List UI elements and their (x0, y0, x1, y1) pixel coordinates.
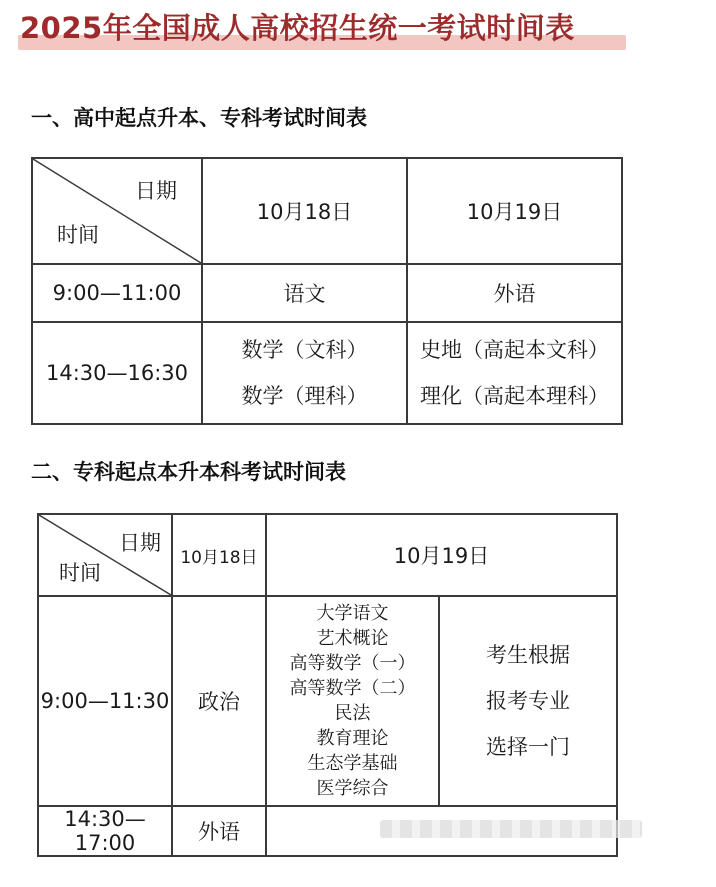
list-item: 生态学基础 (307, 753, 398, 774)
list-item: 民法 (334, 703, 371, 724)
column-header-oct19: 10月19日 (266, 514, 617, 596)
note-line: 选择一门 (486, 735, 570, 759)
list-item: 高等数学（二） (289, 678, 416, 699)
subject-line: 史地（高起本文科） (420, 338, 609, 362)
header-time-label: 时间 (59, 561, 101, 585)
schedule-table-1 (31, 157, 623, 425)
time-cell: 9:00—11:30 (38, 596, 172, 806)
time-cell: 14:30—17:00 (38, 806, 172, 856)
note-line: 考生根据 (486, 643, 570, 667)
time-cell: 9:00—11:00 (32, 264, 202, 322)
header-time-label: 时间 (57, 223, 99, 247)
column-header-oct18: 10月18日 (172, 514, 266, 596)
subject-line: 数学（文科） (241, 338, 368, 362)
header-corner-cell (32, 158, 202, 264)
blurred-watermark (380, 820, 642, 838)
subject-cell: 政治 (172, 596, 266, 806)
list-item: 教育理论 (316, 728, 389, 749)
page-title: 2025年全国成人高校招生统一考试时间表 (20, 11, 575, 45)
note-line: 报考专业 (486, 689, 570, 713)
subject-cell (202, 322, 407, 424)
list-item: 艺术概论 (316, 628, 389, 649)
subject-cell: 外语 (172, 806, 266, 856)
list-item: 医学综合 (316, 778, 389, 799)
time-cell: 14:30—16:30 (32, 322, 202, 424)
list-item: 高等数学（一） (289, 653, 416, 674)
section1-heading: 一、高中起点升本、专科考试时间表 (31, 106, 367, 130)
header-corner-cell (38, 514, 172, 596)
section2-heading: 二、专科起点本升本科考试时间表 (31, 460, 346, 484)
header-date-label: 日期 (119, 531, 161, 555)
schedule-table-2 (37, 513, 618, 857)
note-cell (439, 596, 617, 806)
column-header-oct19: 10月19日 (407, 158, 622, 264)
subject-cell: 语文 (202, 264, 407, 322)
header-date-label: 日期 (135, 179, 177, 203)
column-header-oct18: 10月18日 (202, 158, 407, 264)
subject-line: 数学（理科） (241, 384, 368, 408)
list-item: 大学语文 (316, 603, 389, 624)
title-block (18, 6, 630, 52)
subject-cell (407, 322, 622, 424)
subject-list-cell (266, 596, 439, 806)
subject-cell: 外语 (407, 264, 622, 322)
subject-line: 理化（高起本理科） (420, 384, 609, 408)
